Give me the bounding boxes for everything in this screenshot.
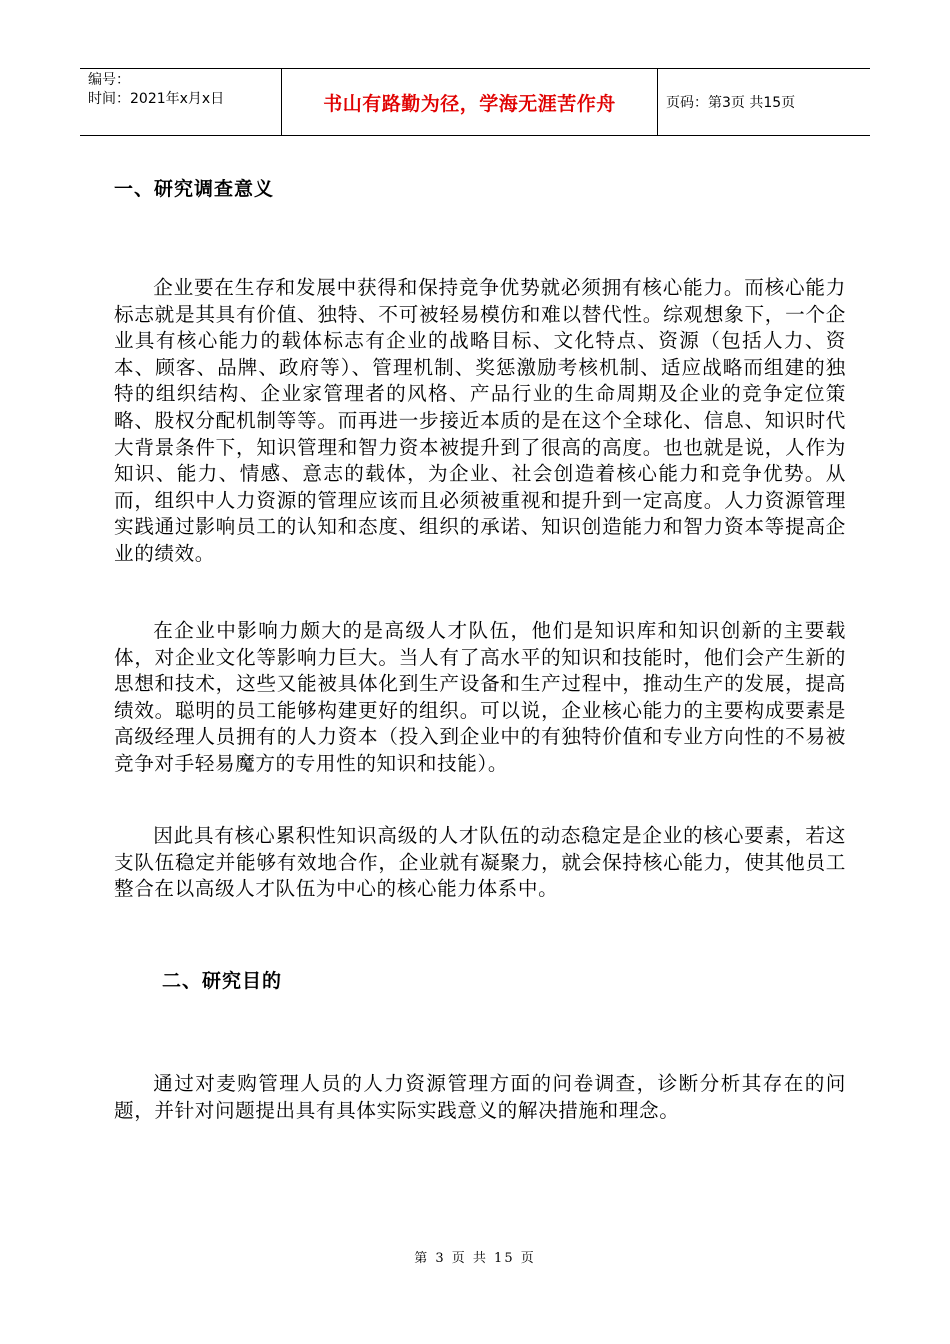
- paragraph: 在企业中影响力颇大的是高级人才队伍，他们是知识库和知识创新的主要载体，对企业文化等影响力巨大。当人有了高水平的知识和技能时，他们会产生新的思想和技术，这些又能被具体化到生产设备和生产过程中，推动生产的发展，提高绩效。聪明的员工能够构建更好的组织。可以说，企业核心能力的主要构成要素是高级经理人员拥有的人力资本（投入到企业中的有独特价值和专业方向性的不易被竞争对手轻易魔方的专用性的知识和技能）。: [114, 619, 846, 775]
- page-footer: 第 3 页 共 15 页: [414, 1251, 536, 1266]
- document-time-label: 时间：2021年x月x日: [88, 91, 225, 107]
- header-page-info: 页码：第3页 共15页: [666, 95, 796, 111]
- header-meta: [80, 69, 282, 135]
- document-number-label: 编号：: [88, 72, 130, 88]
- paragraph: 因此具有核心累积性知识高级的人才队伍的动态稳定是企业的核心要素，若这支队伍稳定并能够有效地合作，企业就有凝聚力，就会保持核心能力，使其他员工整合在以高级人才队伍为中心的核心能力体系中。: [114, 824, 846, 901]
- section-title-significance: 一、研究调查意义: [114, 178, 275, 200]
- header-motto: 书山有路勤为径，学海无涯苦作舟: [282, 69, 658, 135]
- page-header: [80, 68, 870, 136]
- section-title-purpose: 二、研究目的: [162, 970, 283, 992]
- paragraph: 企业要在生存和发展中获得和保持竞争优势就必须拥有核心能力。而核心能力标志就是其具有价值、独特、不可被轻易模仿和难以替代性。综观想象下，一个企业具有核心能力的载体标志有企业的战略目标、文化特点、资源（包括人力、资本、顾客、品牌、政府等）、管理机制、奖惩激励考核机制、适应战略而组建的独特的组织结构、企业家管理者的风格、产品行业的生命周期及企业的竞争定位策略、股权分配机制等等。而再进一步接近本质的是在这个全球化、信息、知识时代大背景条件下，知识管理和智力资本被提升到了很高的高度。也也就是说，人作为知识、能力、情感、意志的载体，为企业、社会创造着核心能力和竞争优势。从而，组织中人力资源的管理应该而且必须被重视和提升到一定高度。人力资源管理实践通过影响员工的认知和态度、组织的承诺、知识创造能力和智力资本等提高企业的绩效。: [114, 276, 846, 565]
- paragraph: 通过对麦购管理人员的人力资源管理方面的问卷调查，诊断分析其存在的问题，并针对问题提出具有具体实际实践意义的解决措施和理念。: [114, 1072, 846, 1122]
